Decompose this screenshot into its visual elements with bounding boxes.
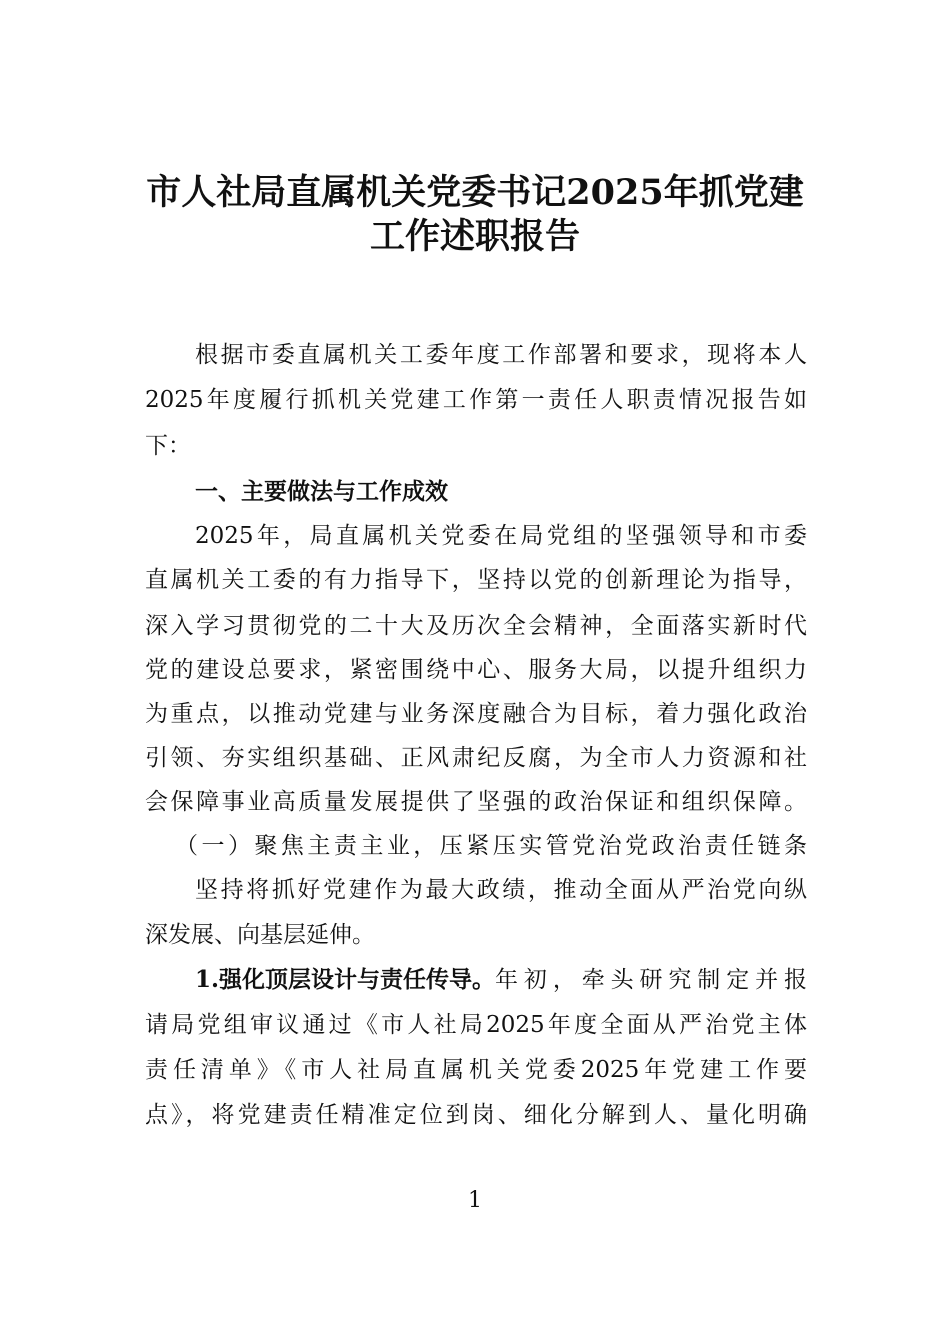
paragraph-line: 年初，牵头研究制定并报: [495, 967, 807, 993]
intro-line: 2025年度履行抓机关党建工作第一责任人职责情况报告如: [145, 387, 807, 413]
paragraph-line: 会保障事业高质量发展提供了坚强的政治保证和组织保障。: [145, 789, 807, 815]
paragraph-line: 引领、夯实组织基础、正风肃纪反腐，为全市人力资源和社: [145, 745, 807, 771]
item-1-heading: 1.强化顶层设计与责任传导。: [195, 966, 496, 993]
paragraph-line: 深发展、向基层延伸。: [145, 922, 375, 948]
intro-line: 根据市委直属机关工委年度工作部署和要求，现将本人: [195, 342, 807, 368]
intro-line: 下：: [145, 433, 191, 459]
item-1-first-line: [195, 960, 807, 1000]
paragraph-line: 请局党组审议通过《市人社局2025年度全面从严治党主体: [145, 1012, 807, 1038]
paragraph-line: 2025年，局直属机关党委在局党组的坚强领导和市委: [195, 523, 807, 549]
subsection-heading: （一）聚焦主责主业，压紧压实管党治党政治责任链条: [175, 833, 807, 859]
paragraph-line: 责任清单》《市人社局直属机关党委2025年党建工作要: [145, 1057, 807, 1083]
paragraph-line: 直属机关工委的有力指导下，坚持以党的创新理论为指导，: [145, 567, 807, 593]
paragraph-line: 深入学习贯彻党的二十大及历次全会精神，全面落实新时代: [145, 613, 807, 639]
document-title-line-2: 工作述职报告: [369, 216, 580, 257]
document-title-line-1: 市人社局直属机关党委书记2025年抓党建: [146, 172, 804, 213]
paragraph-line: 为重点，以推动党建与业务深度融合为目标，着力强化政治: [145, 701, 807, 727]
paragraph-line: 点》，将党建责任精准定位到岗、细化分解到人、量化明确: [145, 1102, 807, 1128]
paragraph-line: 党的建设总要求，紧密围绕中心、服务大局，以提升组织力: [145, 657, 807, 683]
paragraph-line: 坚持将抓好党建作为最大政绩，推动全面从严治党向纵: [195, 877, 807, 903]
page-number: 1: [468, 1188, 482, 1213]
section-heading: 一、主要做法与工作成效: [195, 478, 448, 505]
